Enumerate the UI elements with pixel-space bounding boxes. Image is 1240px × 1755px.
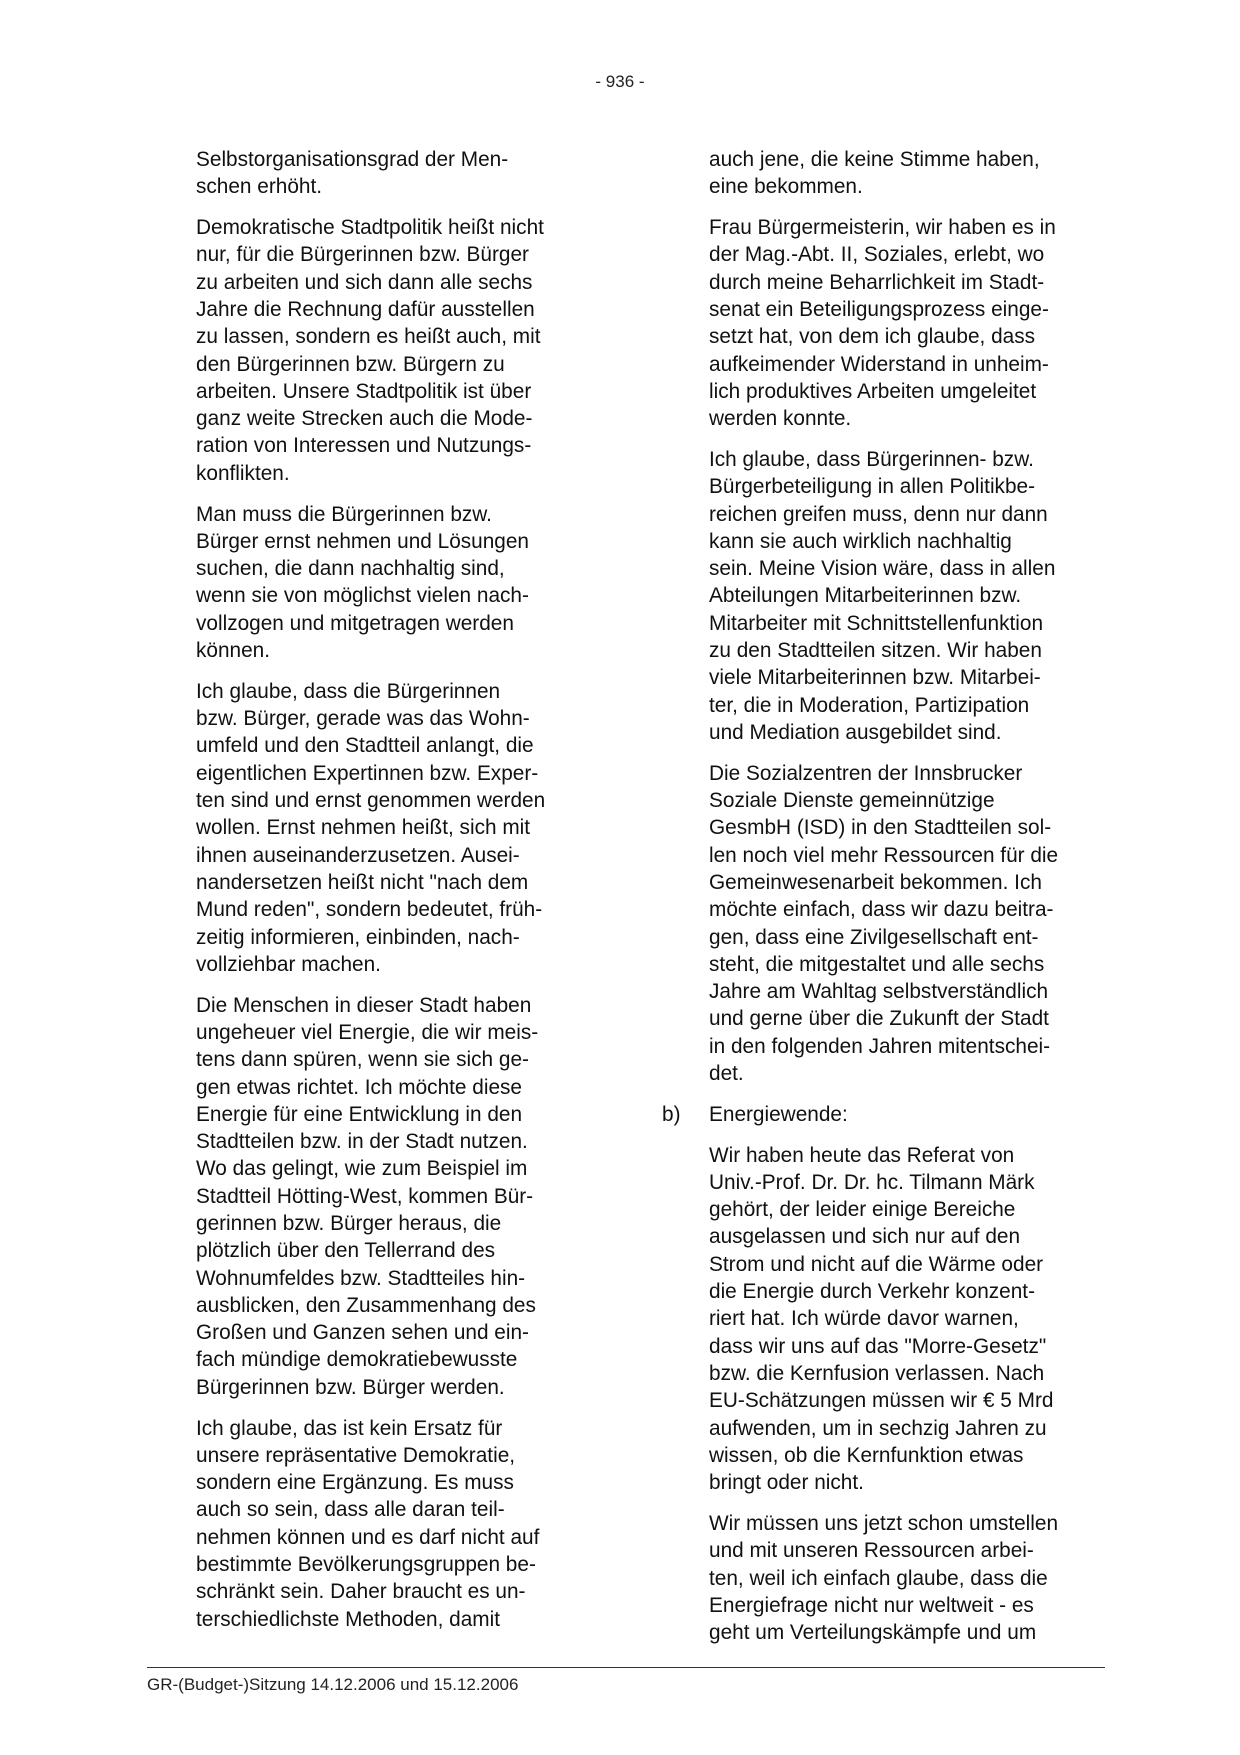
paragraph: [709, 760, 1105, 1088]
text-line: Wir haben heute das Referat von: [709, 1143, 1015, 1167]
paragraph: [196, 678, 591, 978]
text-line: aufwenden, um in sechzig Jahren zu: [709, 1416, 1047, 1440]
text-line: eigentlichen Expertinnen bzw. Exper-: [196, 761, 539, 785]
text-line: vollzogen und mitgetragen werden: [196, 611, 514, 635]
text-line: nur, für die Bürgerinnen bzw. Bürger: [196, 243, 529, 267]
text-line: ihnen auseinanderzusetzen. Ausei-: [196, 843, 520, 867]
text-line: bringt oder nicht.: [709, 1471, 864, 1495]
text-line: Bürgerbeteiligung in allen Politikbe-: [709, 475, 1036, 499]
text-line: und gerne über die Zukunft der Stadt: [709, 1007, 1049, 1031]
text-line: zeitig informieren, einbinden, nach-: [196, 925, 520, 949]
text-line: viele Mitarbeiterinnen bzw. Mitarbei-: [709, 666, 1041, 690]
text-line: lich produktives Arbeiten umgeleitet: [709, 379, 1037, 403]
text-line: gehört, der leider einige Bereiche: [709, 1198, 1016, 1222]
paragraph: [709, 1142, 1105, 1497]
text-line: werden konnte.: [709, 407, 852, 431]
text-line: geht um Verteilungskämpfe und um: [709, 1621, 1037, 1645]
paragraph: [196, 146, 591, 201]
text-line: Stadtteilen bzw. in der Stadt nutzen.: [196, 1130, 528, 1154]
text-line: Ich glaube, dass die Bürgerinnen: [196, 679, 501, 703]
text-line: Strom und nicht auf die Wärme oder: [709, 1252, 1044, 1276]
paragraph: [196, 992, 591, 1401]
text-line: Energiefrage nicht nur weltweit - es: [709, 1593, 1034, 1617]
paragraph: [196, 1415, 591, 1633]
text-line: Wohnumfeldes bzw. Stadtteiles hin-: [196, 1266, 526, 1290]
text-line: Bürger ernst nehmen und Lösungen: [196, 529, 529, 553]
text-line: bzw. die Kernfusion verlassen. Nach: [709, 1361, 1045, 1385]
paragraph: [709, 146, 1105, 201]
text-line: und Mediation ausgebildet sind.: [709, 720, 1002, 744]
text-line: die Energie durch Verkehr konzent-: [709, 1280, 1036, 1304]
list-heading: Energiewende:: [709, 1102, 848, 1126]
text-line: zu lassen, sondern es heißt auch, mit: [196, 325, 541, 349]
text-line: konflikten.: [196, 461, 290, 485]
text-line: Wir müssen uns jetzt schon umstellen: [709, 1511, 1059, 1535]
text-line: GesmbH (ISD) in den Stadtteilen sol-: [709, 816, 1052, 840]
text-line: wollen. Ernst nehmen heißt, sich mit: [196, 816, 531, 840]
text-line: Ich glaube, das ist kein Ersatz für: [196, 1416, 503, 1440]
text-line: eine bekommen.: [709, 175, 863, 199]
text-line: zu den Stadtteilen sitzen. Wir haben: [709, 639, 1042, 663]
text-line: Univ.-Prof. Dr. Dr. hc. Tilmann Märk: [709, 1170, 1035, 1194]
list-marker: b): [662, 1102, 681, 1126]
text-line: unsere repräsentative Demokratie,: [196, 1443, 516, 1467]
text-line: Ich glaube, dass Bürgerinnen- bzw.: [709, 447, 1034, 471]
text-line: schen erhöht.: [196, 175, 323, 199]
text-line: det.: [709, 1062, 744, 1085]
text-line: in den folgenden Jahren mitentschei-: [709, 1034, 1051, 1058]
text-line: umfeld und den Stadtteil anlangt, die: [196, 734, 534, 758]
text-line: nandersetzen heißt nicht "nach dem: [196, 870, 529, 894]
page-number: - 936 -: [595, 72, 645, 91]
text-line: Mitarbeiter mit Schnittstellenfunktion: [709, 611, 1044, 635]
text-line: arbeiten. Unsere Stadtpolitik ist über: [196, 379, 532, 403]
footer-divider: [147, 1667, 1105, 1668]
text-line: gen etwas richtet. Ich möchte diese: [196, 1075, 522, 1099]
text-line: wissen, ob die Kernfunktion etwas: [709, 1443, 1024, 1467]
text-line: suchen, die dann nachhaltig sind,: [196, 557, 505, 581]
text-line: der Mag.-Abt. II, Soziales, erlebt, wo: [709, 243, 1045, 267]
text-line: ten sind und ernst genommen werden: [196, 789, 546, 813]
text-line: reichen greifen muss, denn nur dann: [709, 502, 1048, 526]
text-line: senat ein Beteiligungsprozess einge-: [709, 297, 1049, 321]
paragraph: [196, 501, 591, 665]
text-line: den Bürgerinnen bzw. Bürgern zu: [196, 352, 505, 376]
text-line: Abteilungen Mitarbeiterinnen bzw.: [709, 584, 1022, 608]
text-line: nehmen können und es darf nicht auf: [196, 1525, 540, 1549]
paragraph: [196, 214, 591, 487]
text-line: können.: [196, 639, 271, 663]
text-line: sein. Meine Vision wäre, dass in allen: [709, 557, 1056, 581]
text-line: Man muss die Bürgerinnen bzw.: [196, 502, 492, 526]
text-line: EU-Schätzungen müssen wir € 5 Mrd: [709, 1389, 1054, 1413]
text-line: Stadtteil Hötting-West, kommen Bür-: [196, 1184, 534, 1208]
paragraph: [709, 446, 1105, 746]
left-column: [196, 146, 591, 1646]
text-line: bestimmte Bevölkerungsgruppen be-: [196, 1553, 536, 1577]
text-line: Die Sozialzentren der Innsbrucker: [709, 761, 1023, 785]
text-line: ganz weite Strecken auch die Mode-: [196, 407, 533, 431]
text-line: len noch viel mehr Ressourcen für die: [709, 843, 1059, 867]
text-line: ten, weil ich einfach glaube, dass die: [709, 1566, 1048, 1590]
text-line: zu arbeiten und sich dann alle sechs: [196, 270, 533, 294]
text-line: Jahre die Rechnung dafür ausstellen: [196, 297, 535, 321]
text-line: dass wir uns auf das "Morre-Gesetz": [709, 1334, 1047, 1358]
text-line: fach mündige demokratiebewusste: [196, 1348, 518, 1372]
paragraph: [709, 214, 1105, 432]
text-line: ter, die in Moderation, Partizipation: [709, 693, 1030, 717]
text-line: auch so sein, dass alle daran teil-: [196, 1498, 505, 1522]
text-line: gerinnen bzw. Bürger heraus, die: [196, 1211, 502, 1235]
text-line: Selbstorganisationsgrad der Men-: [196, 148, 509, 171]
text-line: kann sie auch wirklich nachhaltig: [709, 529, 1012, 553]
text-line: sondern eine Ergänzung. Es muss: [196, 1471, 514, 1495]
text-line: schränkt sein. Daher braucht es un-: [196, 1580, 526, 1604]
text-line: Demokratische Stadtpolitik heißt nicht: [196, 216, 544, 240]
text-line: ausblicken, den Zusammenhang des: [196, 1293, 536, 1317]
text-line: riert hat. Ich würde davor warnen,: [709, 1307, 1019, 1331]
text-line: Jahre am Wahltag selbstverständlich: [709, 980, 1049, 1004]
text-line: ausgelassen und sich nur auf den: [709, 1225, 1021, 1249]
text-line: Wo das gelingt, wie zum Beispiel im: [196, 1157, 528, 1181]
text-line: Gemeinwesenarbeit bekommen. Ich: [709, 870, 1042, 894]
footer-text: GR-(Budget-)Sitzung 14.12.2006 und 15.12.2006: [147, 1675, 519, 1694]
text-line: gen, dass eine Zivilgesellschaft ent-: [709, 925, 1039, 949]
text-line: und mit unseren Ressourcen arbei-: [709, 1539, 1034, 1563]
text-line: durch meine Beharrlichkeit im Stadt-: [709, 270, 1045, 294]
text-line: vollziehbar machen.: [196, 952, 381, 976]
text-line: auch jene, die keine Stimme haben,: [709, 148, 1040, 171]
text-line: ungeheuer viel Energie, die wir meis-: [196, 1020, 539, 1044]
text-line: Großen und Ganzen sehen und ein-: [196, 1321, 529, 1345]
text-line: wenn sie von möglichst vielen nach-: [196, 584, 529, 608]
text-line: terschiedlichste Methoden, damit: [196, 1607, 501, 1631]
text-line: plötzlich über den Tellerrand des: [196, 1239, 496, 1263]
text-line: Die Menschen in dieser Stadt haben: [196, 993, 532, 1017]
text-line: ration von Interessen und Nutzungs-: [196, 434, 532, 458]
text-line: setzt hat, von dem ich glaube, dass: [709, 325, 1036, 349]
text-line: steht, die mitgestaltet und alle sechs: [709, 952, 1045, 976]
text-line: Mund reden", sondern bedeutet, früh-: [196, 898, 543, 922]
text-line: Frau Bürgermeisterin, wir haben es in: [709, 216, 1056, 240]
text-line: möchte einfach, dass wir dazu beitra-: [709, 898, 1054, 922]
text-line: Soziale Dienste gemeinnützige: [709, 789, 995, 813]
text-line: Bürgerinnen bzw. Bürger werden.: [196, 1375, 505, 1399]
list-item-b: [662, 1101, 1105, 1128]
text-line: tens dann spüren, wenn sie sich ge-: [196, 1048, 529, 1072]
text-line: bzw. Bürger, gerade was das Wohn-: [196, 707, 530, 731]
paragraph: [709, 1510, 1105, 1646]
text-line: Energie für eine Entwicklung in den: [196, 1102, 523, 1126]
text-line: aufkeimender Widerstand in unheim-: [709, 352, 1049, 376]
right-column: [662, 146, 1105, 1660]
